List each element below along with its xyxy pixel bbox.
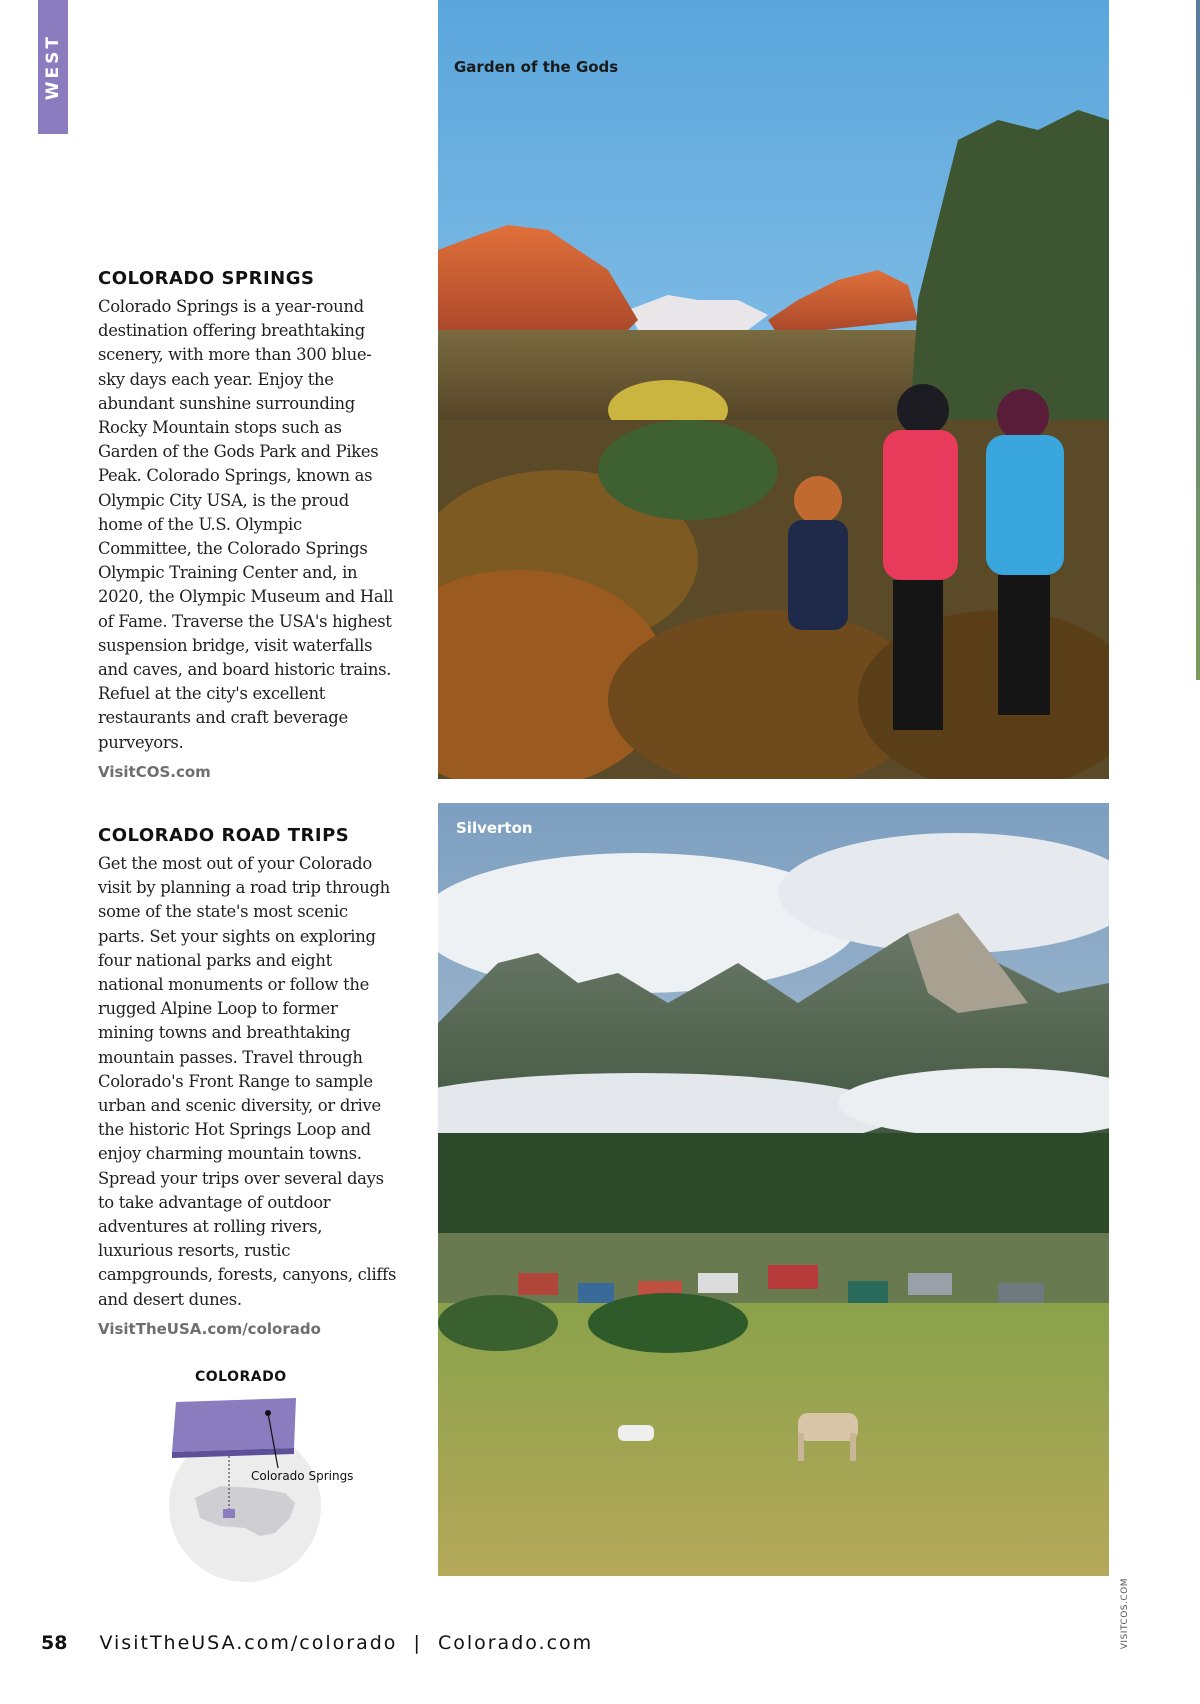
colorado-springs-article (98, 268, 398, 781)
map-title: COLORADO (195, 1369, 287, 1385)
footer-links[interactable]: VisitTheUSA.com/colorado | Colorado.com (99, 1632, 594, 1654)
garden-of-the-gods-photo (438, 0, 1109, 779)
colorado-marker (223, 1509, 235, 1518)
road-trips-link[interactable]: VisitTheUSA.com/colorado (98, 1319, 321, 1338)
road-trips-heading: COLORADO ROAD TRIPS (98, 825, 350, 846)
colorado-state-shape (172, 1398, 296, 1452)
section-tab-label: WEST (43, 33, 63, 101)
next-page-edge (1196, 0, 1200, 680)
silverton-photo (438, 803, 1109, 1576)
colorado-springs-link[interactable]: VisitCOS.com (98, 762, 211, 781)
bottom-photo-caption: Silverton (456, 819, 533, 837)
page-footer (41, 1632, 593, 1654)
colorado-springs-heading: COLORADO SPRINGS (98, 268, 315, 289)
top-photo-caption: Garden of the Gods (454, 58, 619, 76)
page-number: 58 (41, 1632, 68, 1654)
photo-credit: VISITCOS.COM (1120, 1578, 1130, 1650)
section-tab (38, 0, 68, 134)
map-city-label: Colorado Springs (251, 1469, 354, 1483)
road-trips-article (98, 825, 398, 1338)
road-trips-body: Get the most out of your Colorado visit by planning a road trip through some of the state's most scenic parts. Set your sights on exploring four national parks and eight national monuments or follow the rugged Alpine Loop to former mining towns and breathtaking mountain passes. Travel through Colorado's Front Range to sample urban and scenic diversity, or drive the historic Hot Springs Loop and enjoy charming mountain towns. Spread your trips over several days to take advantage of outdoor adventures at rolling rivers, luxurious resorts, rustic campgrounds, forests, canyons, cliffs and desert dunes. (98, 854, 397, 1309)
colorado-springs-body: Colorado Springs is a year-round destination offering breathtaking scenery, with more than 300 blue-sky days each year. Enjoy the abundant sunshine surrounding Rocky Mountain stops such as Garden of the Gods Park and Pikes Peak. Colorado Springs, known as Olympic City USA, is the proud home of the U.S. Olympic Committee, the Colorado Springs Olympic Training Center and, in 2020, the Olympic Museum and Hall of Fame. Traverse the USA's highest suspension bridge, visit waterfalls and caves, and board historic trains. Refuel at the city's excellent restaurants and craft beverage purveyors. (98, 297, 394, 752)
